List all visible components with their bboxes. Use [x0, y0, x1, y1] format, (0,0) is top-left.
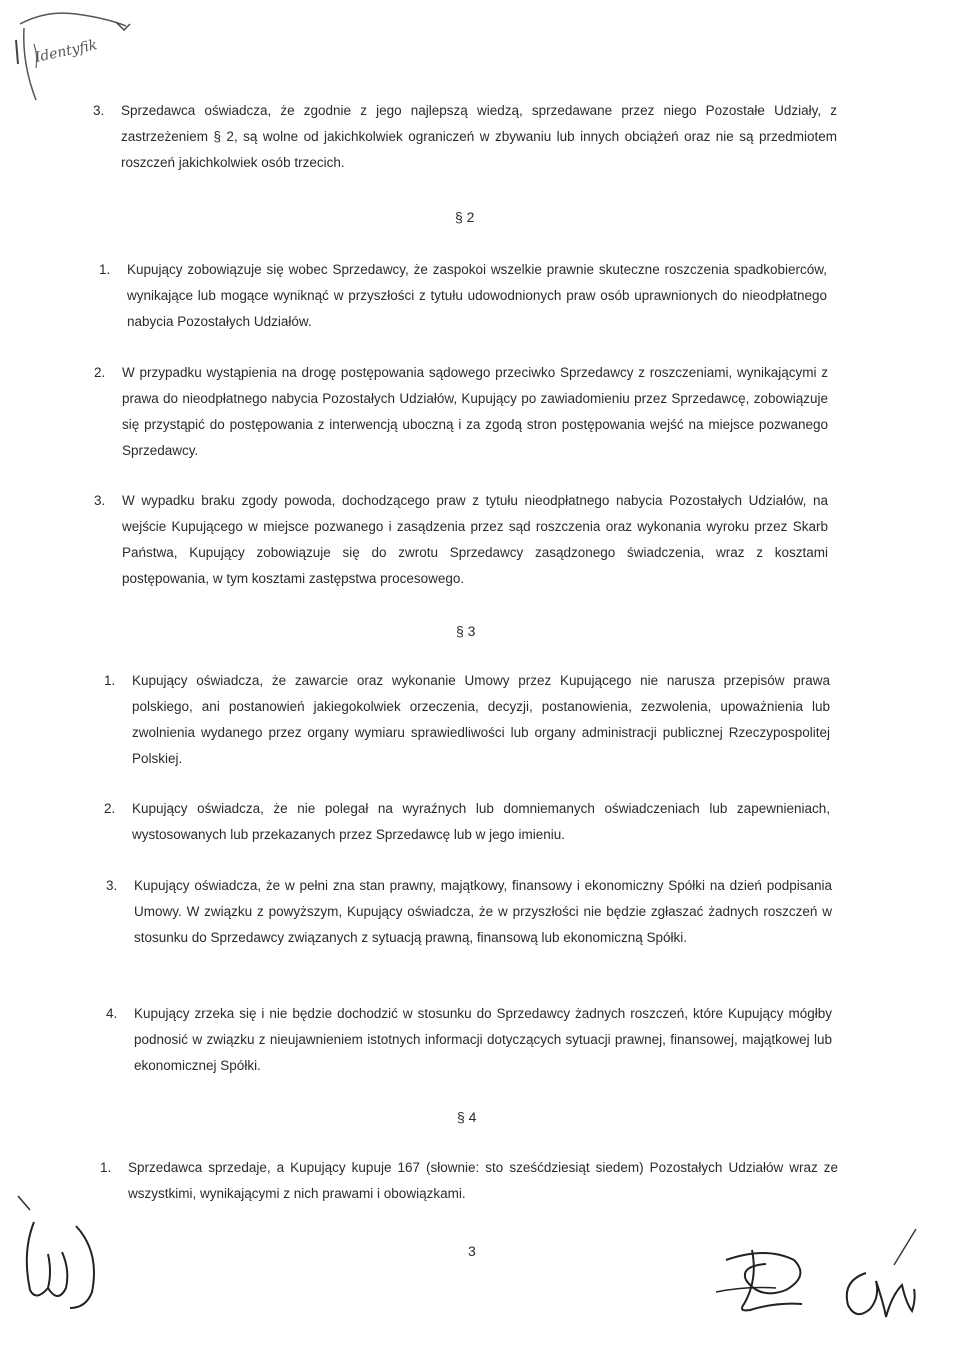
stamp-text: Identyfik [33, 37, 99, 66]
clause-number: 1. [104, 673, 116, 688]
clause-number: 4. [106, 1006, 118, 1021]
clause-text: Kupujący zobowiązuje się wobec Sprzedawcy, że zaspokoi wszelkie prawnie skuteczne roszczenia spadkobierców, wynikające lub mogące wyniknąć w przyszłości z tytułu udowodnionych praw osób uprawnionych do nieodpłatnego nabycia Pozostałych Udziałów. [127, 262, 827, 329]
clause-number: 2. [104, 801, 116, 816]
clause-text: Kupujący oświadcza, że w pełni zna stan prawny, majątkowy, finansowy i ekonomiczny Spółki na dzień podpisania Umowy. W związku z powyższym, Kupujący oświadcza, że w przyszłości nie będzie zgłaszać żadnych roszczeń w stosunku do Sprzedawcy związanych z sytuacją prawną, finansową lub ekonomiczną Spółki. [134, 878, 832, 945]
clause-text: Kupujący zrzeka się i nie będzie dochodzić w stosunku do Sprzedawcy żadnych roszczeń, które Kupujący mógłby podnosić w związku z nieujawnieniem istotnych informacji dotyczących sytuacji prawnej, finansowej, majątkowej lub ekonomicznej Spółki. [134, 1006, 832, 1073]
clause-number: 3. [106, 878, 118, 893]
page-number: 3 [468, 1243, 476, 1259]
section-heading-4: § 4 [457, 1109, 477, 1125]
clause-number: 1. [99, 262, 111, 277]
clause-text: Kupujący oświadcza, że zawarcie oraz wykonanie Umowy przez Kupującego nie narusza przepisów prawa polskiego, ani postanowień jakiegokolwiek orzeczenia, decyzji, postanowienia, zezwolenia, upoważnienia lub zwolnienia wydanego przez organy wymiaru sprawiedliwości lub organy administracji publicznej Rzeczypospolitej Polskiej. [132, 673, 830, 766]
signature-middle [706, 1240, 816, 1320]
clause-text: W wypadku braku zgody powoda, dochodzącego praw z tytułu nieodpłatnego nabycia Pozostałych Udziałów, na wejście Kupującego w miejsce pozwanego i zasądzenia przez sąd roszczenia oraz wykonania wyroku przez Skarb Państwa, Kupujący zobowiązuje się do zwrotu Sprzedawcy zasądzonego świadczenia, wraz z kosztami postępowania, w tym kosztami zastępstwa procesowego. [122, 493, 828, 586]
clause-3-4 [106, 1001, 832, 1079]
identification-stamp [6, 4, 146, 104]
clause-3-3 [106, 873, 832, 951]
clause-2-3 [94, 488, 828, 592]
clause-1-3 [93, 98, 837, 176]
clause-3-2 [104, 796, 830, 848]
clause-text: Sprzedawca sprzedaje, a Kupujący kupuje 167 (słownie: sto sześćdziesiąt siedem) Pozostałych Udziałów wraz ze wszystkimi, wynikającymi z nich prawami i obowiązkami. [128, 1160, 838, 1201]
clause-2-1 [99, 257, 827, 335]
clause-number: 3. [94, 493, 106, 508]
clause-number: 1. [100, 1160, 112, 1175]
initials-signature-left [8, 1192, 118, 1322]
clause-text: Sprzedawca oświadcza, że zgodnie z jego najlepszą wiedzą, sprzedawane przez niego Pozostałe Udziały, z zastrzeżeniem § 2, są wolne od jakichkolwiek ograniczeń w zbywaniu lub innych obciążeń oraz nie są przedmiotem roszczeń jakichkolwiek osób trzecich. [121, 103, 837, 170]
clause-text: Kupujący oświadcza, że nie polegał na wyraźnych lub domniemanych oświadczeniach lub zapewnieniach, wystosowanych lub przekazanych przez Sprzedawcę lub w jego imieniu. [132, 801, 830, 842]
clause-4-1 [100, 1155, 838, 1207]
signature-right [836, 1225, 926, 1325]
clause-2-2 [94, 360, 828, 464]
clause-text: W przypadku wystąpienia na drogę postępowania sądowego przeciwko Sprzedawcy z roszczeniami, wynikającymi z prawa do nieodpłatnego nabycia Pozostałych Udziałów, Kupujący po zawiadomieniu przez Sprzedawcę, zobowiązuje się przystąpić do postępowania z interwencją uboczną i za zgodą stron postępowania wejść na miejsce pozwanego Sprzedawcy. [122, 365, 828, 458]
clause-number: 2. [94, 365, 106, 380]
section-heading-3: § 3 [456, 623, 476, 639]
clause-number: 3. [93, 103, 105, 118]
section-heading-2: § 2 [455, 209, 475, 225]
clause-3-1 [104, 668, 830, 772]
